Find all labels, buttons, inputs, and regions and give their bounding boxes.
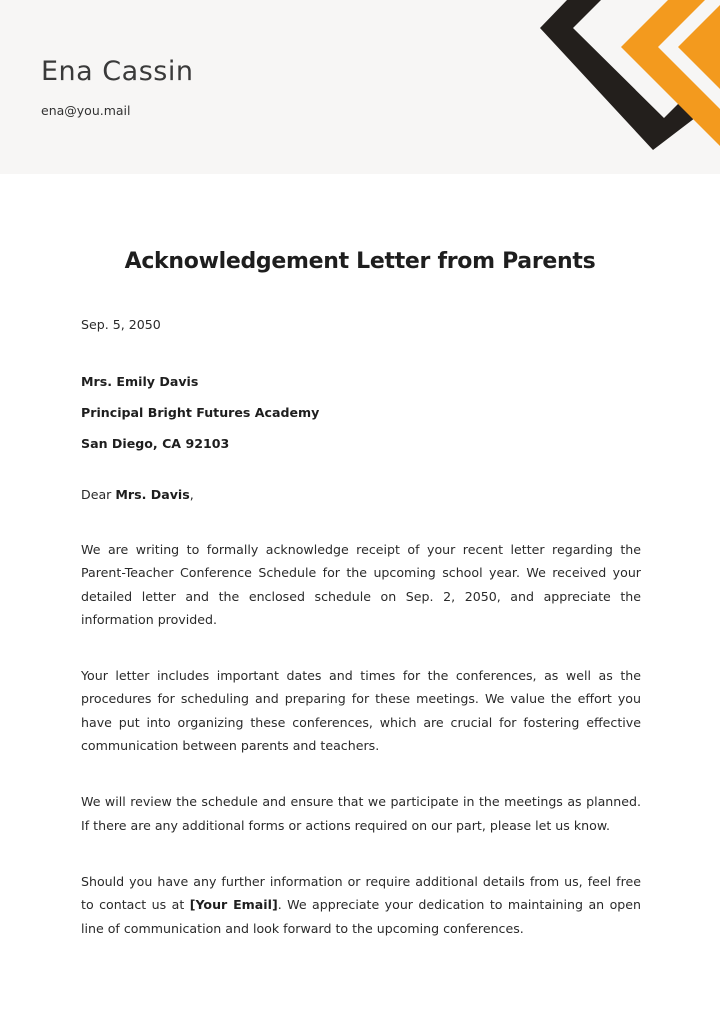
paragraph-3: We will review the schedule and ensure that we participate in the meetings as planned. If there are any additional forms or actions required on our part, please let us know. [81,794,641,833]
paragraph-4 [81,870,641,940]
chevron-decoration-icon [0,0,720,174]
recipient-block [81,366,641,459]
salutation-prefix: Dear [81,487,116,502]
sender-name: Ena Cassin [41,56,194,87]
recipient-organization: Principal Bright Futures Academy [81,405,320,420]
closing-text-before: Should you have any further information or require additional details from us, feel free to contact us at [81,873,641,913]
letterhead [0,0,720,174]
letter-title: Acknowledgement Letter from Parents [124,249,596,274]
salutation [81,486,641,504]
recipient-name: Mrs. Emily Davis [81,374,199,389]
closing-text-after: . We appreciate your dedication to maintaining an open line of communication and look forward to the upcoming conferences. [81,897,642,936]
email-placeholder: [Your Email] [189,897,278,913]
sender-email: ena@you.mail [41,103,131,118]
letter-body [81,316,641,973]
recipient-city: San Diego, CA 92103 [81,436,230,451]
salutation-suffix: , [189,487,194,502]
paragraph-2: Your letter includes important dates and times for the conferences, as well as the procedures for scheduling and preparing for these meetings. We value the effort you have put into organizing these conferences, which are crucial for fostering effective communication between parents and teachers. [81,668,641,754]
paragraph-1: We are writing to formally acknowledge receipt of your recent letter regarding the Parent-Teacher Conference Schedule for the upcoming school year. We received your detailed letter and the enclosed schedule on Sep. 2, 2050, and appreciate the information provided. [81,542,641,627]
salutation-name: Mrs. Davis [115,487,190,502]
letter-date: Sep. 5, 2050 [81,317,161,332]
